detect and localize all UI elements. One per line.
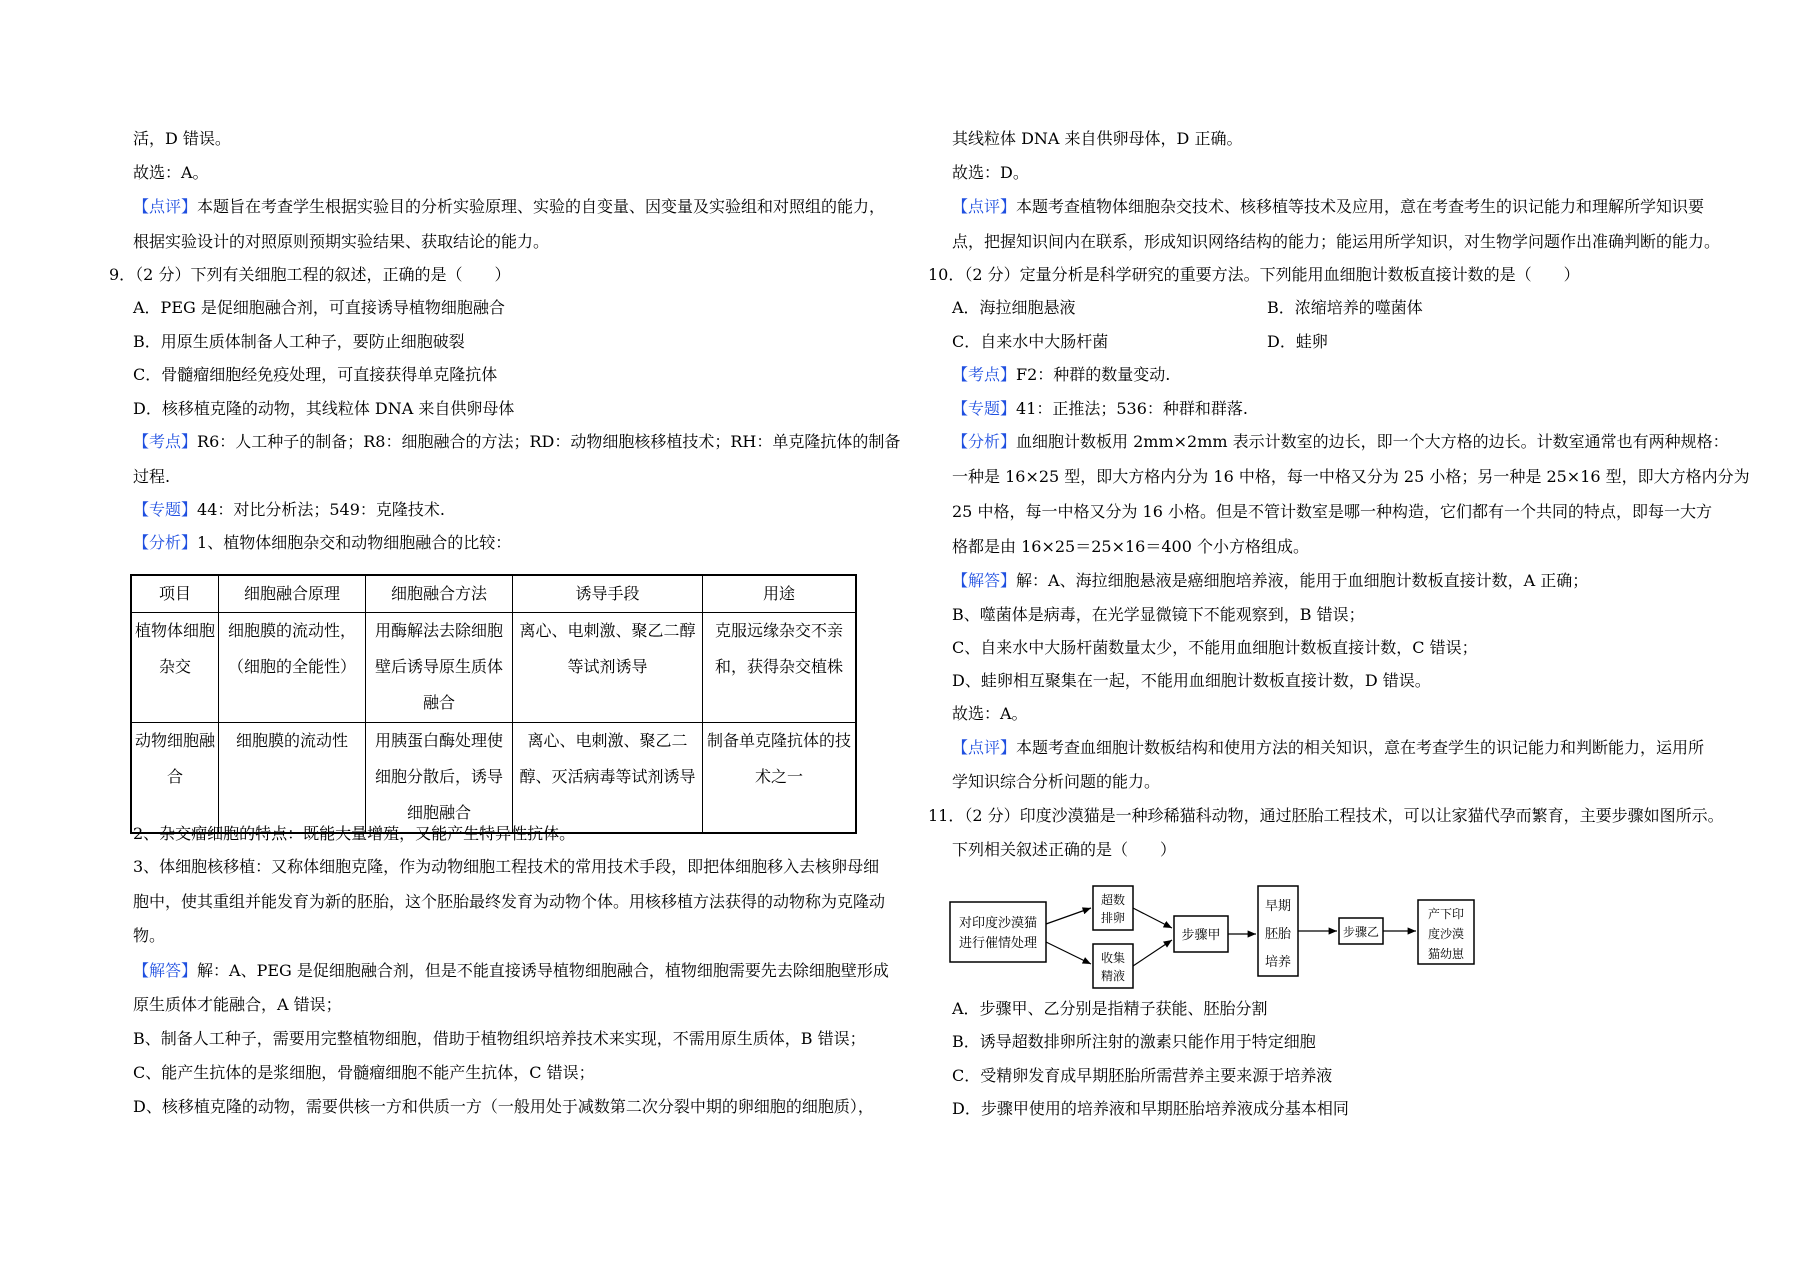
node-step-b: [1339, 918, 1383, 944]
table-cell-line: 细胞膜的流动性: [235, 731, 348, 750]
line-text: 活，D 错误。: [133, 129, 231, 148]
text-line: [952, 605, 1365, 625]
text-line: [952, 197, 1704, 217]
text-line: [133, 232, 549, 252]
text-line: [952, 704, 1028, 724]
line-text: B、制备人工种子，需要用完整植物细胞，借助于植物组织培养技术来实现，不需用原生质体，B 错误；: [133, 1029, 866, 1048]
table-cell: [219, 613, 366, 723]
section-tag: 【解答】: [133, 961, 198, 980]
line-text: 故选：A。: [952, 704, 1028, 723]
text-line: [1267, 298, 1423, 318]
line-text: A．PEG 是促细胞融合剂，可直接诱导植物细胞融合: [133, 298, 505, 317]
text-line: [133, 961, 889, 981]
line-text: 本题考查植物体细胞杂交技术、核移植等技术及应用，意在考查考生的识记能力和理解所学知识要: [1016, 197, 1705, 216]
text-line: [133, 298, 505, 318]
text-line: [952, 537, 1309, 557]
line-text: B．浓缩培养的噬菌体: [1267, 298, 1423, 317]
text-line: [133, 533, 511, 553]
table-cell-line: 醇、灭活病毒等试剂诱导: [519, 767, 696, 786]
text-line: [952, 772, 1160, 792]
line-text: C．骨髓瘤细胞经免疫处理，可直接获得单克隆抗体: [133, 365, 498, 384]
line-text: 原生质体才能融合，A 错误；: [133, 995, 342, 1014]
text-line: [952, 365, 1170, 385]
table-cell-line: 克服远缘杂交不亲: [714, 621, 843, 640]
node-label: 精液: [1100, 969, 1126, 983]
text-line: [952, 999, 1268, 1019]
line-text: 解：A、海拉细胞悬液是癌细胞培养液，能用于血细胞计数板直接计数，A 正确；: [1016, 571, 1589, 590]
section-tag: 【点评】: [133, 197, 198, 216]
line-text: D、蛙卵相互聚集在一起，不能用血细胞计数板直接计数，D 错误。: [952, 671, 1431, 690]
line-text: D．蛙卵: [1267, 332, 1328, 351]
table-row: [131, 613, 856, 723]
table-cell: [219, 723, 366, 833]
table-cell: [366, 723, 513, 833]
text-line: [133, 926, 165, 946]
text-line: [952, 571, 1588, 591]
text-line: [928, 806, 1724, 826]
line-text: 根据实验设计的对照原则预期实验结果、获取结论的能力。: [133, 232, 550, 251]
node-label: 超数: [1100, 893, 1126, 907]
node-label: 步骤甲: [1181, 928, 1221, 943]
text-line: [952, 332, 1108, 352]
node-label: 排卵: [1100, 911, 1126, 925]
table-cell-line: 用酶解法去除细胞: [374, 621, 503, 640]
line-text: 点，把握知识间内在联系，形成知识网络结构的能力；能运用所学知识，对生物学问题作出准确判断的能力。: [952, 232, 1721, 251]
table-cell-line: 动物细胞融: [134, 731, 215, 750]
line-text: 本题考查血细胞计数板结构和使用方法的相关知识，意在考查学生的识记能力和判断能力，运用所: [1016, 738, 1705, 757]
section-tag: 【解答】: [952, 571, 1017, 590]
node-label: 进行催情处理: [958, 936, 1038, 951]
text-line: [133, 995, 342, 1015]
line-text: 下列相关叙述正确的是（ ）: [952, 840, 1177, 859]
table-cell-line: 制备单克隆抗体的技: [706, 731, 851, 750]
line-text: 10．（2 分）定量分析是科学研究的重要方法。下列能用血细胞计数板直接计数的是（ ）: [928, 265, 1580, 284]
table-cell-line: 融合: [422, 693, 455, 712]
text-line: [133, 129, 231, 149]
line-text: 本题旨在考查学生根据实验目的分析实验原理、实验的自变量、因变量及实验组和对照组的能力，: [197, 197, 886, 216]
table-header-cell: 细胞融合方法: [366, 575, 513, 613]
line-text: D．核移植克隆的动物，其线粒体 DNA 来自供卵母体: [133, 399, 515, 418]
line-text: 胞中，使其重组并能发育为新的胚胎，这个胚胎最终发育为动物个体。用核移植方法获得的动物称为克隆动: [133, 892, 886, 911]
text-line: [952, 1099, 1349, 1119]
table-cell: [131, 613, 219, 723]
line-text: 9．（2 分）下列有关细胞工程的叙述，正确的是（ ）: [109, 265, 511, 284]
line-text: B．诱导超数排卵所注射的激素只能作用于特定细胞: [952, 1032, 1316, 1051]
node-label: 收集: [1100, 951, 1126, 965]
node-kitten-birth: [1418, 900, 1474, 964]
table-cell-line: 细胞分散后，诱导: [374, 767, 503, 786]
section-tag: 【考点】: [952, 365, 1017, 384]
line-text: 44：对比分析法；549：克隆技术.: [197, 500, 446, 519]
node-collect-semen: [1093, 944, 1133, 988]
table-cell-line: 细胞融合: [406, 803, 471, 822]
table-cell-line: 杂交: [158, 657, 191, 676]
line-text: D．步骤甲使用的培养液和早期胚胎培养液成分基本相同: [952, 1099, 1349, 1118]
node-label: 度沙漠: [1427, 927, 1465, 941]
text-line: [952, 467, 1750, 487]
section-tag: 【专题】: [133, 500, 198, 519]
text-line: [133, 163, 209, 183]
text-line: [133, 1097, 874, 1117]
line-text: 学知识综合分析问题的能力。: [952, 772, 1161, 791]
table-cell: [513, 613, 703, 723]
text-line: [952, 129, 1242, 149]
text-line: [133, 1029, 866, 1049]
text-line: [952, 502, 1712, 522]
section-tag: 【分析】: [952, 432, 1017, 451]
node-label: 对印度沙漠猫: [958, 916, 1038, 931]
text-line: [952, 298, 1076, 318]
text-line: [133, 332, 465, 352]
table-cell-line: 术之一: [754, 767, 803, 786]
text-line: [133, 432, 900, 452]
line-text: R6：人工种子的制备；R8：细胞融合的方法；RD：动物细胞核移植技术；RH：单克隆抗体的制备: [197, 432, 901, 451]
table-cell-line: 细胞膜的流动性，: [227, 621, 356, 640]
text-line: [928, 265, 1580, 285]
text-line: [952, 1032, 1316, 1052]
text-line: [133, 857, 879, 877]
line-text: 故选：D。: [952, 163, 1029, 182]
table-header-cell: 项目: [131, 575, 219, 613]
line-text: 3、体细胞核移植：又称体细胞克隆，作为动物细胞工程技术的常用技术手段，即把体细胞移入去核卵母细: [133, 857, 880, 876]
text-line: [952, 840, 1176, 860]
line-text: 41：正推法；536：种群和群落.: [1016, 399, 1249, 418]
line-text: F2：种群的数量变动.: [1016, 365, 1171, 384]
text-line: [133, 1063, 595, 1083]
table-cell: [513, 723, 703, 833]
text-line: [952, 671, 1431, 691]
table-cell-line: 合: [166, 767, 183, 786]
text-line: [952, 399, 1248, 419]
line-text: 物。: [133, 926, 166, 945]
line-text: A．步骤甲、乙分别是指精子获能、胚胎分割: [952, 999, 1268, 1018]
text-line: [952, 232, 1720, 252]
line-text: C．自来水中大肠杆菌: [952, 332, 1109, 351]
text-line: [952, 432, 1729, 452]
line-text: 一种是 16×25 型，即大方格内分为 16 中格，每一中格又分为 25 小格；另一种是 25×16 型，即大方格内分为: [952, 467, 1750, 486]
line-text: 解：A、PEG 是促细胞融合剂，但是不能直接诱导植物细胞融合，植物细胞需要先去除细胞壁形成: [197, 961, 889, 980]
section-tag: 【点评】: [952, 197, 1017, 216]
line-text: 11．（2 分）印度沙漠猫是一种珍稀猫科动物，通过胚胎工程技术，可以让家猫代孕而繁育，主要步骤如图所示。: [928, 806, 1724, 825]
node-label: 早期: [1264, 899, 1292, 914]
line-text: C．受精卵发育成早期胚胎所需营养主要来源于培养液: [952, 1066, 1333, 1085]
table-cell-line: （细胞的全能性）: [227, 657, 356, 676]
node-estrus-treatment: [950, 902, 1046, 962]
table-cell: [131, 723, 219, 833]
line-text: 过程.: [133, 467, 171, 486]
comparison-table: [130, 574, 857, 834]
text-line: [133, 467, 170, 487]
text-line: [1267, 332, 1328, 352]
text-line: [109, 265, 510, 285]
line-text: 1、植物体细胞杂交和动物细胞融合的比较：: [197, 533, 512, 552]
text-line: [133, 399, 514, 419]
text-line: [133, 892, 885, 912]
table-cell-line: 离心、电刺激、聚乙二: [527, 731, 688, 750]
line-text: 格都是由 16×25＝25×16＝400 个小方格组成。: [952, 537, 1309, 556]
line-text: B、噬菌体是病毒，在光学显微镜下不能观察到，B 错误；: [952, 605, 1365, 624]
table-cell-line: 离心、电刺激、聚乙二醇: [519, 621, 696, 640]
table-cell: [366, 613, 513, 723]
text-line: [952, 638, 1478, 658]
table-cell-line: 壁后诱导原生质体: [374, 657, 503, 676]
table-cell-line: 用胰蛋白酶处理使: [374, 731, 503, 750]
line-text: C、自来水中大肠杆菌数量太少，不能用血细胞计数板直接计数，C 错误；: [952, 638, 1478, 657]
table-header-cell: 用途: [703, 575, 857, 613]
line-text: 血细胞计数板用 2mm×2mm 表示计数室的边长，即一个大方格的边长。计数室通常也有两种规格：: [1016, 432, 1729, 451]
section-tag: 【专题】: [952, 399, 1017, 418]
node-label: 猫幼崽: [1427, 947, 1465, 961]
node-step-a: [1174, 916, 1228, 952]
text-line: [133, 500, 445, 520]
table-cell-line: 和，获得杂交植株: [714, 657, 843, 676]
table-header-row: [131, 575, 856, 613]
section-tag: 【考点】: [133, 432, 198, 451]
line-text: D、核移植克隆的动物，需要供核一方和供质一方（一般用处于减数第二次分裂中期的卵细胞的细胞质），: [133, 1097, 874, 1116]
node-label: 产下印: [1427, 907, 1465, 921]
section-tag: 【分析】: [133, 533, 198, 552]
line-text: 2、杂交瘤细胞的特点：既能大量增殖，又能产生特异性抗体。: [133, 824, 576, 843]
text-line: [133, 365, 497, 385]
node-superovulation: [1093, 886, 1133, 930]
table-row: [131, 723, 856, 833]
text-line: [952, 163, 1029, 183]
line-text: 其线粒体 DNA 来自供卵母体，D 正确。: [952, 129, 1243, 148]
line-text: C、能产生抗体的是浆细胞，骨髓瘤细胞不能产生抗体，C 错误；: [133, 1063, 595, 1082]
line-text: 故选：A。: [133, 163, 209, 182]
table-cell: [703, 613, 857, 723]
section-tag: 【点评】: [952, 738, 1017, 757]
node-early-embryo-culture: [1258, 886, 1298, 976]
table-cell: [703, 723, 857, 833]
table-cell-line: 植物体细胞: [134, 621, 215, 640]
table-header-cell: 诱导手段: [513, 575, 703, 613]
table-header-cell: 细胞融合原理: [219, 575, 366, 613]
line-text: 25 中格，每一中格又分为 16 小格。但是不管计数室是哪一种构造，它们都有一个共同的特点，即每一大方: [952, 502, 1712, 521]
line-text: B．用原生质体制备人工种子，要防止细胞破裂: [133, 332, 465, 351]
node-label: 胚胎: [1264, 927, 1292, 942]
text-line: [952, 1066, 1332, 1086]
line-text: A．海拉细胞悬液: [952, 298, 1076, 317]
table-cell-line: 等试剂诱导: [567, 657, 648, 676]
text-line: [952, 738, 1704, 758]
node-label: 培养: [1264, 955, 1292, 970]
text-line: [133, 197, 885, 217]
procedure-diagram: [948, 884, 1508, 994]
node-label: 步骤乙: [1342, 925, 1380, 939]
